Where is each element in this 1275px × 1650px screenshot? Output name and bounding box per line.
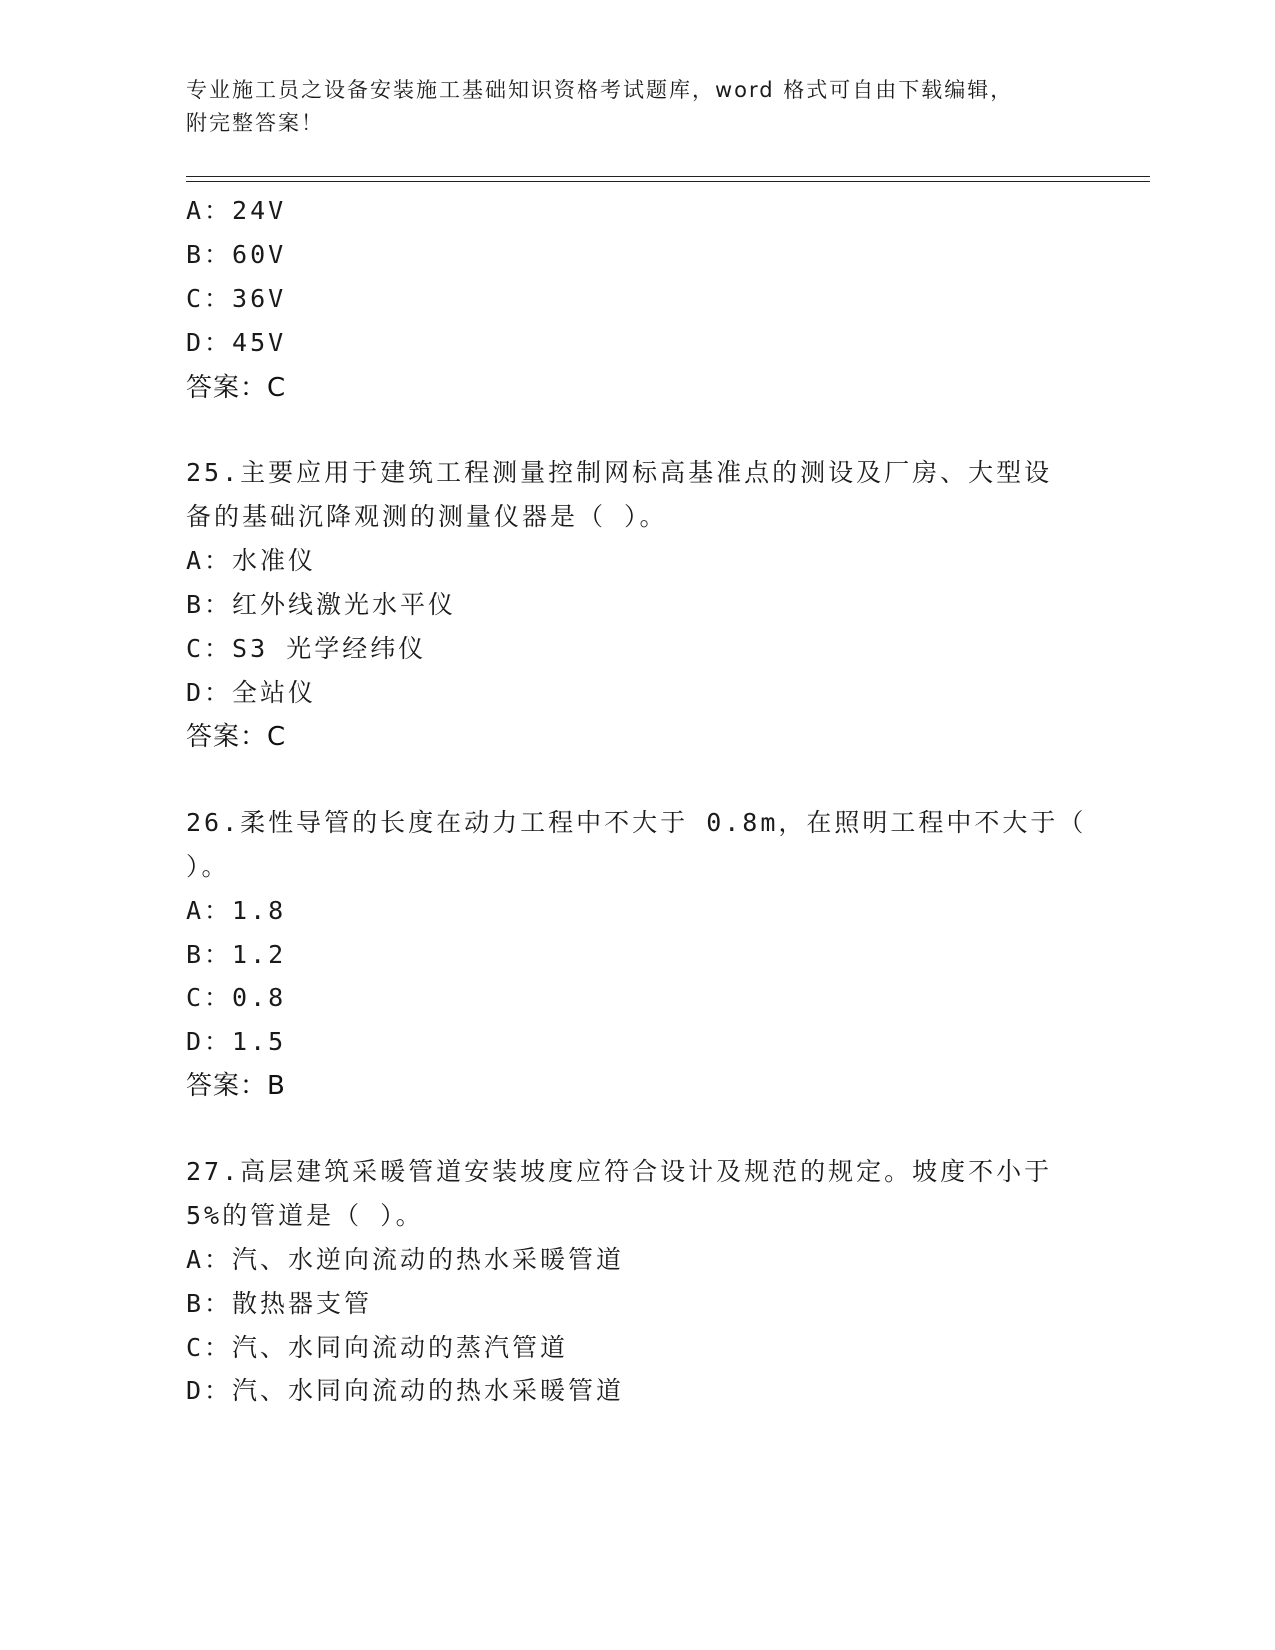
q25-option-b: B：红外线激光水平仪 — [186, 590, 457, 619]
q26-option-a: A：1.8 — [186, 896, 287, 925]
header-line-2: 附完整答案！ — [186, 111, 324, 135]
q26-option-d: D：1.5 — [186, 1027, 287, 1056]
q24-option-b: B：60V — [186, 240, 287, 269]
q25-option-d: D：全站仪 — [186, 678, 317, 707]
q24-option-c: C：36V — [186, 284, 287, 313]
q24-option-d: D：45V — [186, 328, 287, 357]
q25-option-a: A：水准仪 — [186, 546, 317, 575]
q24-option-a: A：24V — [186, 196, 287, 225]
q26-stem-line-2: ）。 — [186, 852, 230, 881]
header-divider-top — [186, 176, 1150, 177]
q27-option-d: D：汽、水同向流动的热水采暖管道 — [186, 1376, 625, 1405]
q27-option-b: B：散热器支管 — [186, 1289, 373, 1318]
q26-stem-line-1: 26.柔性导管的长度在动力工程中不大于 0.8m，在照明工程中不大于（ — [186, 808, 1087, 837]
q25-stem-line-1: 25.主要应用于建筑工程测量控制网标高基准点的测设及厂房、大型设 — [186, 458, 1053, 487]
q24-answer: 答案：C — [186, 373, 287, 403]
q25-stem-line-2: 备的基础沉降观测的测量仪器是（ ）。 — [186, 502, 668, 531]
q26-answer: 答案：B — [186, 1071, 286, 1101]
q27-option-a: A：汽、水逆向流动的热水采暖管道 — [186, 1245, 625, 1274]
q25-answer: 答案：C — [186, 722, 287, 752]
q27-stem-line-1: 27.高层建筑采暖管道安装坡度应符合设计及规范的规定。坡度不小于 — [186, 1157, 1053, 1186]
header-divider-bottom — [186, 181, 1150, 182]
header-line-1: 专业施工员之设备安装施工基础知识资格考试题库，word 格式可自由下载编辑， — [186, 78, 1014, 102]
q27-option-c: C：汽、水同向流动的蒸汽管道 — [186, 1333, 569, 1362]
document-header — [186, 74, 1086, 140]
q26-option-b: B：1.2 — [186, 940, 287, 969]
q25-option-c: C：S3 光学经纬仪 — [186, 634, 427, 663]
q27-stem-line-2: 5%的管道是（ ）。 — [186, 1201, 424, 1230]
q26-option-c: C：0.8 — [186, 983, 287, 1012]
